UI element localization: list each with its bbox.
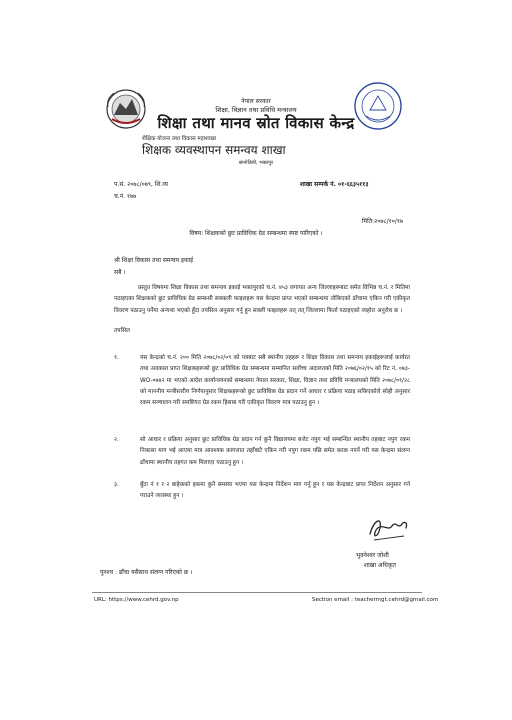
item-text: यस केन्द्रको च.नं. २०० मिति २०७८/०२/०९ को पत्रबाट सबै स्थानीय तहहरू र शिक्षा विकास तथा समन्वय इकाईहरूलाई कार्यरत तथा अवकाश प्राप्त शिक्षकहरूको छुट प्राविधिक ग्रेड सम्बन्धमा सम्मानित सर्वोच्च अदालतको मिति २०७६/०२/१५ को रिट नं. ०७३-WO-०७४२ मा भएको आदेश कार्यान्वयनको सम्बन्धमा नेपाल सरकार, शिक्षा, विज्ञान तथा प्रविधि मन्त्रालयको मिति २०७८/०१/२८ को माननीय मन्त्रीस्तरीय निर्णयानुसार शिक्षकहरूको छुट प्राविधिक ग्रेड प्रदान गर्ने आधार र प्रक्रिया पठाइ सकिएकोले सोही अनुसार रकम सञ्चालन गरी समष्टिगत ग्रेड रकम हिसाब गरी एकीकृत विवरण मात्र पठाउनु हुन । <box>140 355 410 407</box>
letter-number: प.सं. २०७८/०७९, शि.व्य <box>114 181 168 188</box>
intro-paragraph: प्रस्तुत विषयमा शिक्षा विकास तथा समन्वय इकाई भक्तपुरको च.नं. ४५३ लगायत अन्य जिल्लाहरूबाट समेत विभिन्न च.नं. र मितिमा पठाइएका शिक्षकको छुट प्राविधिक ग्रेड सम्बन्धी सक्कली फाइलहरू यस केन्द्रमा प्राप्त भएको सम्बन्धमा तोकिएको ढाँचामा एकिन गरी एकीकृत विवरण पठाउनु पर्नेमा अन्यथा भएको हुँदा तपसिल अनुसार गर्नु हुन सक्ली फाइलहरू तत् तत् जिल्लामा फिर्ता पठाइएको व्यहोरा अनुरोध छ । <box>114 285 410 314</box>
item-text: सो आधार र प्रक्रिया अनुसार छुट प्राविधिक ग्रेड प्रदान गर्न कुनै विद्यालयमा बजेट नपुग भई सम्बन्धित स्थानीय तहबाट नपुग रकम निकासा माग भई आएमा मात्र आवश्यक कागजात तहाँबाटै एकिन गरी नपुग रकम पछि समेत करक नपर्ने गरी यस केन्द्रमा संलग्न ढाँचामा स्थानीय तहगत कम मिलाएर पठाउनु हुन । <box>140 437 410 466</box>
tapasil-heading: तपसिल <box>114 328 130 334</box>
letter-subject: विषय: शिक्षकको छुट प्राविधिक ग्रेड सम्बन्धमा स्पष्ट पारिएको । <box>189 230 323 237</box>
dispatch-number: च.नं. १७७ <box>114 193 137 200</box>
item-number: ३. <box>114 482 119 488</box>
addressee-all: सबै । <box>114 269 126 276</box>
item-number: २. <box>114 437 119 443</box>
postscript-note: पुनश्च : ढाँचा यसैसाथ संलग्न गरिएको छ । <box>100 569 193 576</box>
letter-date: मिति:२०७८/१०/१७ <box>362 218 404 225</box>
item-text: बुँदा नं १ र २ बाहेकको हकमा कुनै समस्या भएमा यस केन्द्रमा निर्देशन माग गर्नु हुन र यस केन्द्रबाट प्राप्त निर्देशन अनुसार गर्न गराउने व्यवस्था हुन । <box>140 482 410 500</box>
signer-title: शाखा अधिकृत <box>364 562 396 569</box>
item-number: १. <box>114 355 119 361</box>
project-name: शैक्षिक योजना तथा विकास महाशाखा <box>142 136 217 142</box>
list-item <box>114 435 410 469</box>
government-name: नेपाल सरकार <box>241 98 271 105</box>
list-item <box>114 480 410 503</box>
center-name: शिक्षा तथा मानव स्रोत विकास केन्द्र <box>157 114 355 132</box>
section-name: शिक्षक व्यवस्थापन समन्वय शाखा <box>142 143 286 157</box>
ministry-name: शिक्षा, विज्ञान तथा प्रविधि मन्त्रालय <box>215 106 297 114</box>
signer-name: भुवनेश्वर जोशी <box>356 552 389 559</box>
contact-phone: शाखा सम्पर्क नं. ०१-६६३५११३ <box>300 181 369 188</box>
footer-divider <box>92 592 422 593</box>
signature-icon <box>364 512 412 544</box>
list-item <box>114 353 410 409</box>
addressee: श्री शिक्षा विकास तथा समन्वय इकाई <box>114 257 194 264</box>
footer-url: URL: https://www.cehrd.gov.np <box>94 597 179 603</box>
footer-email: Section email : teachermgt.cehrd@gmail.com <box>312 597 439 603</box>
office-address: सानोठिमी, भक्तपुर <box>238 160 274 166</box>
